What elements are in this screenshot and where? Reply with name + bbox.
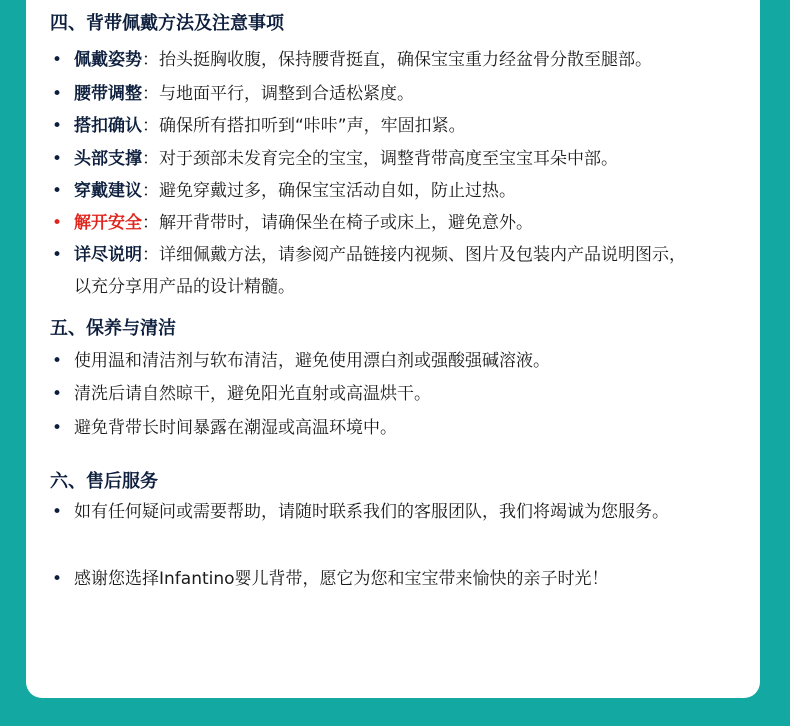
item-text: 解开背带时，请确保坐在椅子或床上，避免意外。 [159, 213, 533, 233]
item-key: 解开安全 [74, 213, 142, 233]
bullet-icon: • [52, 84, 63, 104]
item-key: 搭扣确认 [74, 116, 142, 136]
item-text: 避免穿戴过多，确保宝宝活动自如，防止过热。 [159, 181, 516, 201]
list-item [52, 412, 724, 444]
bullet-icon: • [52, 245, 63, 265]
item-text: 避免背带长时间暴露在潮湿或高温环境中。 [74, 418, 397, 438]
section-title-service: 六、售后服务 [50, 471, 158, 492]
list-item [52, 78, 724, 110]
section-title-wearing: 四、背带佩戴方法及注意事项 [50, 13, 284, 34]
bullet-icon: • [52, 569, 63, 589]
list-item [52, 44, 724, 76]
item-text: 对于颈部未发育完全的宝宝，调整背带高度至宝宝耳朵中部。 [159, 149, 618, 169]
item-sep: ： [142, 50, 159, 70]
item-key: 头部支撑 [74, 149, 142, 169]
bullet-icon: • [52, 116, 63, 136]
bullet-icon: • [52, 418, 63, 438]
list-item [52, 496, 694, 528]
item-key: 穿戴建议 [74, 181, 142, 201]
item-text: 如有任何疑问或需要帮助，请随时联系我们的客服团队，我们将竭诚为您服务。 [74, 502, 669, 522]
item-text: 抬头挺胸收腹，保持腰背挺直，确保宝宝重力经盆骨分散至腿部。 [159, 50, 652, 70]
bullet-icon: • [52, 384, 63, 404]
section-title-care: 五、保养与清洁 [50, 318, 176, 339]
item-sep: ： [142, 84, 159, 104]
content-card [26, 0, 760, 698]
item-text: 清洗后请自然晾干，避免阳光直射或高温烘干。 [74, 384, 431, 404]
bullet-icon: • [52, 502, 63, 522]
item-text: 感谢您选择Infantino婴儿背带，愿它为您和宝宝带来愉快的亲子时光！ [74, 569, 609, 589]
item-sep: ： [142, 149, 159, 169]
item-key: 佩戴姿势 [74, 50, 142, 70]
bullet-icon: • [52, 50, 63, 70]
bullet-icon: • [52, 181, 63, 201]
item-sep: ： [142, 245, 159, 265]
list-item [52, 143, 724, 175]
item-text: 详细佩戴方法，请参阅产品链接内视频、图片及包装内产品说明图示，以充分享用产品的设计精髓。 [74, 245, 686, 297]
list-item [52, 110, 724, 142]
item-sep: ： [142, 116, 159, 136]
list-item [52, 563, 724, 595]
list-item-warning [52, 207, 724, 239]
list-item [52, 175, 724, 207]
item-sep: ： [142, 181, 159, 201]
bullet-icon: • [52, 351, 63, 371]
bullet-icon: • [52, 213, 63, 233]
item-sep: ： [142, 213, 159, 233]
bullet-icon: • [52, 149, 63, 169]
list-item [52, 378, 724, 410]
item-text: 使用温和清洁剂与软布清洁，避免使用漂白剂或强酸强碱溶液。 [74, 351, 550, 371]
list-item [52, 239, 694, 303]
list-item [52, 345, 724, 377]
item-text: 确保所有搭扣听到“咔咔”声，牢固扣紧。 [159, 116, 466, 136]
item-key: 腰带调整 [74, 84, 142, 104]
item-key: 详尽说明 [74, 245, 142, 265]
item-text: 与地面平行，调整到合适松紧度。 [159, 84, 414, 104]
